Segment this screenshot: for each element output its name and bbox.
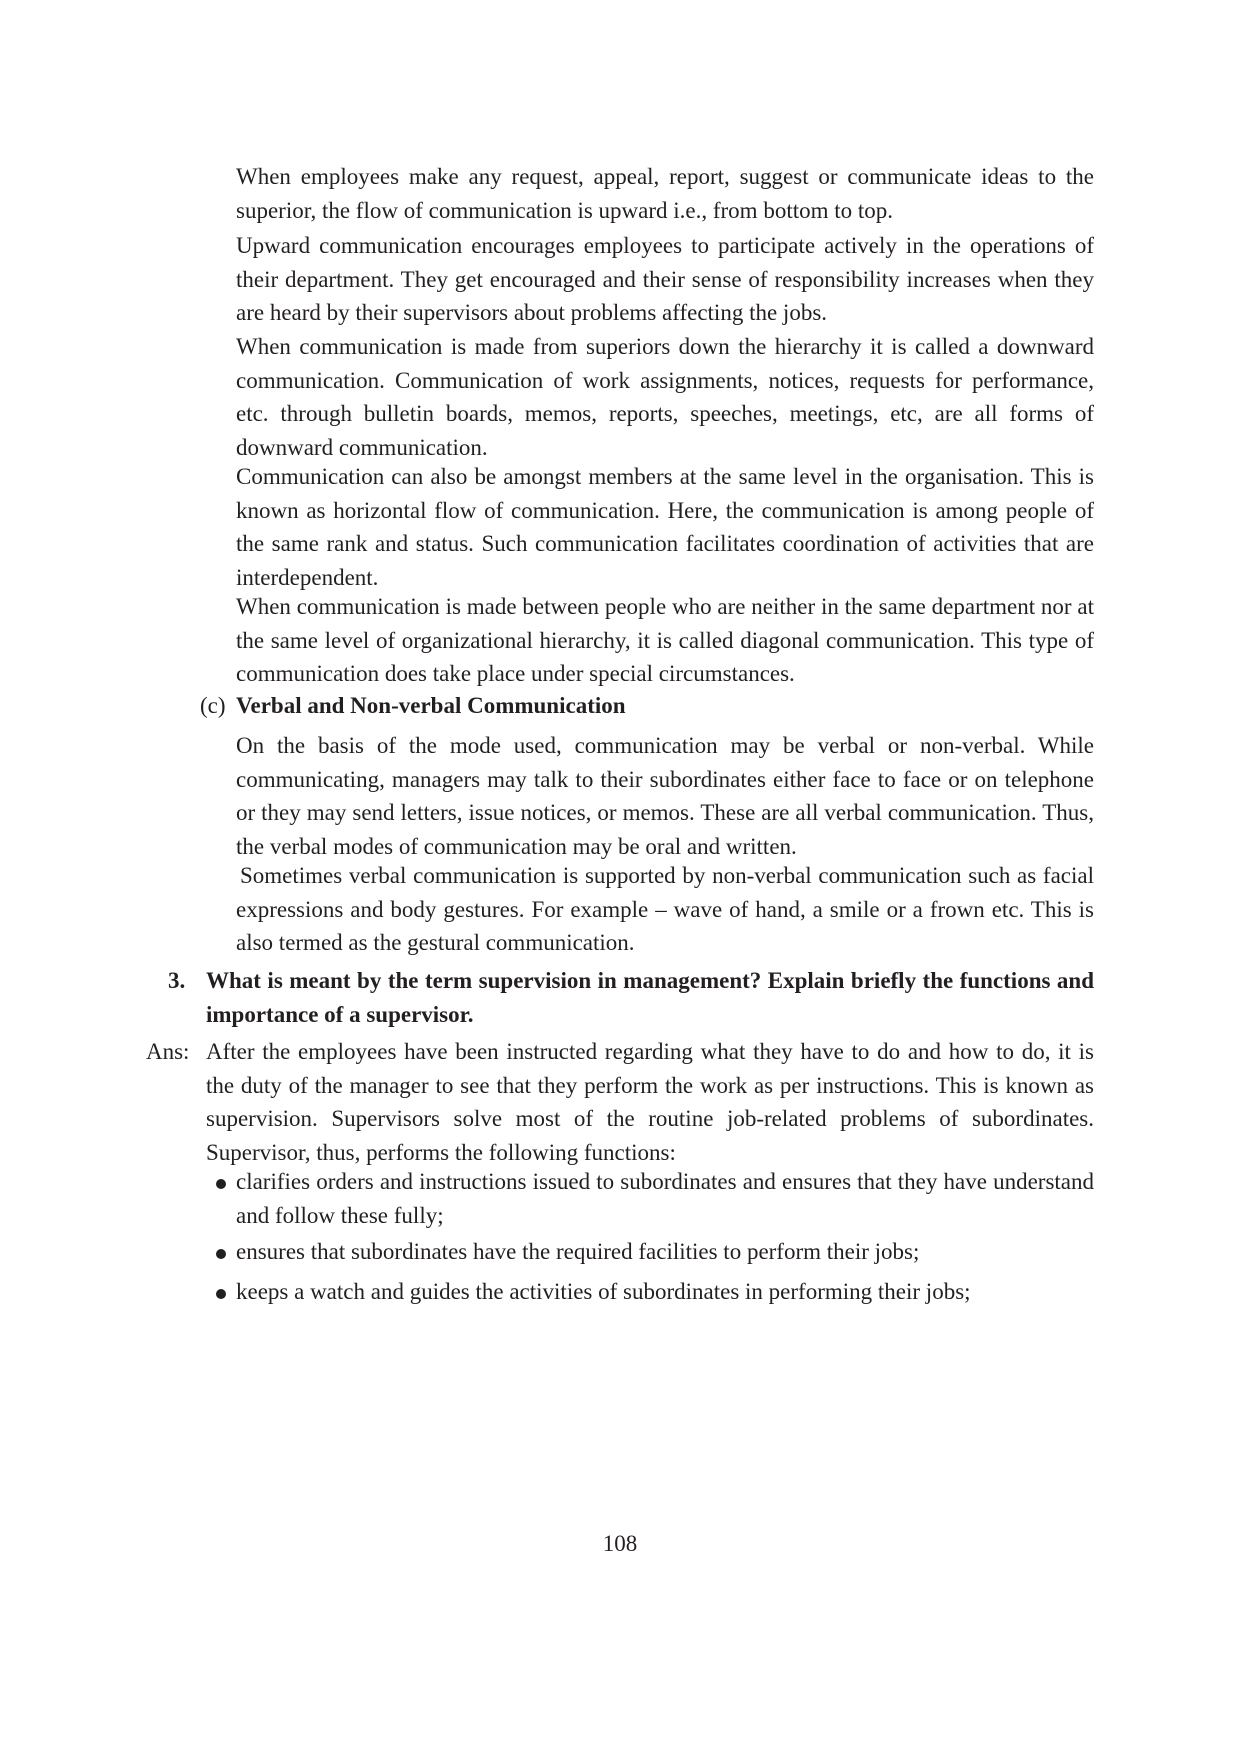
subsection-title: Verbal and Non-verbal Communication [236, 693, 626, 718]
paragraph-horizontal: Communication can also be amongst members at the same level in the organisation. This is known as horizontal flow of communication. Here, the communication is among people of the same rank and status. Such communication facilitates coordination of activities that are interdependent. [236, 464, 1094, 590]
paragraph-non-verbal: Sometimes verbal communication is supported by non-verbal communication such as facial expressions and body gestures. For example – wave of hand, a smile or a frown etc. This is also termed as the gestural communication. [236, 863, 1094, 955]
list-item [214, 1275, 1094, 1309]
bullet-icon [216, 1179, 226, 1189]
bullet-icon [216, 1289, 226, 1299]
question [168, 964, 1094, 1031]
answer-label: Ans: [146, 1039, 190, 1064]
subsection-heading [200, 689, 626, 723]
question-number: 3. [168, 968, 186, 993]
subsection-label: (c) [200, 693, 226, 718]
list-item-text: clarifies orders and instructions issued to subordinates and ensures that they have understand and follow these fully; [236, 1169, 1094, 1228]
paragraph-upward-benefits: Upward communication encourages employees to participate actively in the operations of their department. They get encouraged and their sense of responsibility increases when they are heard by their supervisors about problems affecting the jobs. [236, 233, 1094, 325]
paragraph-downward: When communication is made from superiors down the hierarchy it is called a downward communication. Communication of work assignments, notices, requests for performance, etc. through bulletin boards, memos, reports, speeches, meetings, etc, are all forms of downward communication. [236, 334, 1094, 460]
list-item [214, 1165, 1094, 1232]
list-item [214, 1235, 1094, 1269]
paragraph-diagonal: When communication is made between people who are neither in the same department nor at the same level of organizational hierarchy, it is called diagonal communication. This type of communication does take place under special circumstances. [236, 594, 1094, 686]
question-text: What is meant by the term supervision in management? Explain briefly the functions and importance of a supervisor. [206, 968, 1094, 1027]
bullet-icon [216, 1249, 226, 1259]
list-item-text: keeps a watch and guides the activities of subordinates in performing their jobs; [236, 1279, 971, 1304]
paragraph-verbal-modes: On the basis of the mode used, communication may be verbal or non-verbal. While communicating, managers may talk to their subordinates either face to face or on telephone or they may send letters, issue notices, or memos. These are all verbal communication. Thus, the verbal modes of communication may be oral and written. [236, 733, 1094, 859]
paragraph-upward-flow: When employees make any request, appeal, report, suggest or communicate ideas to the superior, the flow of communication is upward i.e., from bottom to top. [236, 164, 1094, 223]
answer-text: After the employees have been instructed regarding what they have to do and how to do, it is the duty of the manager to see that they perform the work as per instructions. This is known as supervision. Supervisors solve most of the routine job-related problems of subordinates. Supervisor, thus, performs the following functions: [206, 1039, 1094, 1165]
answer [146, 1035, 1094, 1169]
page-number: 108 [602, 1531, 638, 1556]
list-item-text: ensures that subordinates have the required facilities to perform their jobs; [236, 1239, 920, 1264]
